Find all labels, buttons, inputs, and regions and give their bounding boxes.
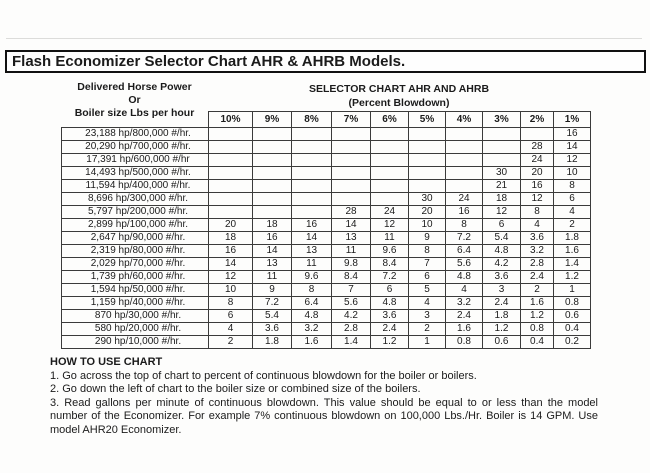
gpm-value-cell [292,167,332,180]
gpm-value-cell: 1 [409,336,446,349]
gpm-value-cell: 1.8 [554,232,591,245]
gpm-value-cell: 6 [409,271,446,284]
gpm-value-cell: 6 [483,219,521,232]
gpm-value-cell: 9.6 [371,245,409,258]
gpm-value-cell: 0.4 [554,323,591,336]
gpm-value-cell: 2 [409,323,446,336]
gpm-value-cell: 2.8 [521,258,554,271]
gpm-value-cell: 13 [292,245,332,258]
gpm-value-cell: 14 [209,258,253,271]
gpm-value-cell [521,128,554,141]
gpm-value-cell: 16 [446,206,483,219]
gpm-value-cell: 0.6 [483,336,521,349]
gpm-value-cell: 7.2 [446,232,483,245]
gpm-value-cell: 14 [554,141,591,154]
gpm-value-cell: 4 [409,297,446,310]
gpm-value-cell: 13 [332,232,371,245]
boiler-size-label: 2,029 hp/70,000 #/hr. [62,258,209,271]
how-to-step-2: 2. Go down the left of chart to the boiler size or combined size of the boilers. [50,383,421,395]
boiler-size-label: 870 hp/30,000 #/hr. [62,310,209,323]
gpm-value-cell: 4.2 [483,258,521,271]
gpm-value-cell: 6 [554,193,591,206]
gpm-value-cell: 0.6 [554,310,591,323]
gpm-value-cell: 2 [209,336,253,349]
gpm-value-cell: 1.4 [332,336,371,349]
boiler-size-label: 8,696 hp/300,000 #/hr. [62,193,209,206]
gpm-value-cell: 11 [332,245,371,258]
gpm-value-cell: 8.4 [332,271,371,284]
gpm-value-cell [483,128,521,141]
gpm-value-cell: 1.6 [521,297,554,310]
gpm-value-cell: 2.4 [446,310,483,323]
selector-chart-table [61,111,591,349]
percent-column-header: 4% [446,112,483,128]
boiler-size-label: 17,391 hp/600,000 #/hr [62,154,209,167]
gpm-value-cell: 3 [483,284,521,297]
gpm-value-cell [332,193,371,206]
page-title: Flash Economizer Selector Chart AHR & AHRB Models. [12,53,406,70]
gpm-value-cell: 0.8 [446,336,483,349]
gpm-value-cell: 6 [209,310,253,323]
gpm-value-cell: 7.2 [371,271,409,284]
gpm-value-cell: 4.8 [446,271,483,284]
gpm-value-cell: 30 [483,167,521,180]
gpm-value-cell: 9.8 [332,258,371,271]
gpm-value-cell [253,128,292,141]
gpm-value-cell: 10 [209,284,253,297]
percent-column-header: 9% [253,112,292,128]
gpm-value-cell: 18 [483,193,521,206]
gpm-value-cell [209,141,253,154]
gpm-value-cell: 21 [483,180,521,193]
gpm-value-cell [371,128,409,141]
gpm-value-cell: 28 [332,206,371,219]
gpm-value-cell [292,141,332,154]
gpm-value-cell: 7 [332,284,371,297]
gpm-value-cell: 8 [446,219,483,232]
gpm-value-cell: 6.4 [292,297,332,310]
gpm-value-cell [409,141,446,154]
boiler-size-label: 2,647 hp/90,000 #/hr. [62,232,209,245]
gpm-value-cell: 12 [371,219,409,232]
gpm-value-cell: 14 [253,245,292,258]
table-row [62,180,591,193]
gpm-value-cell [483,141,521,154]
gpm-value-cell: 3.6 [253,323,292,336]
table-corner-cell [62,112,209,128]
gpm-value-cell: 24 [521,154,554,167]
gpm-value-cell: 4 [521,219,554,232]
gpm-value-cell: 6 [371,284,409,297]
gpm-value-cell: 4.8 [483,245,521,258]
gpm-value-cell: 2 [521,284,554,297]
gpm-value-cell: 3.6 [371,310,409,323]
boiler-size-label: 290 hp/10,000 #/hr. [62,336,209,349]
gpm-value-cell: 30 [409,193,446,206]
gpm-value-cell [371,141,409,154]
boiler-size-label: 11,594 hp/400,000 #/hr. [62,180,209,193]
gpm-value-cell: 12 [554,154,591,167]
percent-column-header: 3% [483,112,521,128]
gpm-value-cell: 12 [209,271,253,284]
table-row [62,310,591,323]
gpm-value-cell: 5.4 [483,232,521,245]
gpm-value-cell: 8.4 [371,258,409,271]
percent-column-header: 2% [521,112,554,128]
boiler-size-label: 2,899 hp/100,000 #/hr. [62,219,209,232]
gpm-value-cell: 1.8 [483,310,521,323]
gpm-value-cell: 4 [554,206,591,219]
table-row [62,245,591,258]
gpm-value-cell: 7.2 [253,297,292,310]
gpm-value-cell: 1.8 [253,336,292,349]
gpm-value-cell [332,167,371,180]
table-row [62,258,591,271]
gpm-value-cell: 6.4 [446,245,483,258]
gpm-value-cell [209,180,253,193]
gpm-value-cell [253,167,292,180]
gpm-value-cell: 0.8 [521,323,554,336]
table-row [62,336,591,349]
gpm-value-cell: 2.4 [521,271,554,284]
gpm-value-cell [253,141,292,154]
gpm-value-cell: 18 [253,219,292,232]
gpm-value-cell [292,154,332,167]
gpm-value-cell: 16 [253,232,292,245]
table-row [62,284,591,297]
gpm-value-cell [371,193,409,206]
selector-table-body [62,128,591,349]
row-axis-header-line-2: Or [128,94,141,106]
percent-header-row [62,112,591,128]
gpm-value-cell: 1.2 [371,336,409,349]
gpm-value-cell: 3.6 [521,232,554,245]
gpm-value-cell [209,154,253,167]
gpm-value-cell: 4.2 [332,310,371,323]
boiler-size-label: 20,290 hp/700,000 #/hr. [62,141,209,154]
percent-column-header: 6% [371,112,409,128]
percent-column-header: 5% [409,112,446,128]
gpm-value-cell: 18 [209,232,253,245]
gpm-value-cell [209,206,253,219]
gpm-value-cell: 3.2 [292,323,332,336]
gpm-value-cell [292,193,332,206]
gpm-value-cell: 10 [409,219,446,232]
table-row [62,232,591,245]
gpm-value-cell: 4 [446,284,483,297]
gpm-value-cell: 11 [292,258,332,271]
gpm-value-cell: 20 [209,219,253,232]
gpm-value-cell: 8 [521,206,554,219]
gpm-value-cell: 16 [521,180,554,193]
gpm-value-cell: 5.6 [446,258,483,271]
table-row [62,154,591,167]
boiler-size-label: 1,739 ph/60,000 #/hr. [62,271,209,284]
gpm-value-cell: 4.8 [292,310,332,323]
selector-chart-header [208,82,590,110]
gpm-value-cell: 5.4 [253,310,292,323]
gpm-value-cell: 16 [554,128,591,141]
gpm-value-cell: 13 [253,258,292,271]
gpm-value-cell: 0.8 [554,297,591,310]
gpm-value-cell: 2.4 [371,323,409,336]
gpm-value-cell: 8 [292,284,332,297]
gpm-value-cell [371,167,409,180]
how-to-step-3: 3. Read gallons per minute of continuous blowdown. This value should be equal to or less than the model number of the Economizer. For example 7% continuous blowdown on 100,000 Lbs./Hr. Boiler is 14 GPM. Use model AHR20 Economizer. [50,396,598,436]
how-to-use-section [50,356,598,437]
gpm-value-cell: 14 [332,219,371,232]
gpm-value-cell [332,154,371,167]
gpm-value-cell: 9 [409,232,446,245]
row-axis-header-line-1: Delivered Horse Power [77,81,192,93]
gpm-value-cell [409,180,446,193]
gpm-value-cell: 1.6 [446,323,483,336]
gpm-value-cell [371,154,409,167]
percent-column-header: 8% [292,112,332,128]
boiler-size-label: 23,188 hp/800,000 #/hr. [62,128,209,141]
gpm-value-cell: 1 [554,284,591,297]
row-axis-header-line-3: Boiler size Lbs per hour [74,107,195,119]
gpm-value-cell: 28 [521,141,554,154]
how-to-step-1: 1. Go across the top of chart to percent of continuous blowdown for the boiler or boilers. [50,369,477,382]
gpm-value-cell [446,141,483,154]
table-row [62,323,591,336]
gpm-value-cell: 1.6 [554,245,591,258]
gpm-value-cell: 1.4 [554,258,591,271]
gpm-value-cell [446,180,483,193]
percent-column-header: 10% [209,112,253,128]
gpm-value-cell: 24 [371,206,409,219]
gpm-value-cell: 1.2 [521,310,554,323]
gpm-value-cell: 3.2 [446,297,483,310]
gpm-value-cell: 8 [409,245,446,258]
table-row [62,219,591,232]
gpm-value-cell [332,180,371,193]
gpm-value-cell: 12 [521,193,554,206]
boiler-size-label: 5,797 hp/200,000 #/hr. [62,206,209,219]
boiler-size-label: 580 hp/20,000 #/hr. [62,323,209,336]
gpm-value-cell: 14 [292,232,332,245]
gpm-value-cell [409,167,446,180]
gpm-value-cell: 20 [409,206,446,219]
gpm-value-cell: 4 [209,323,253,336]
gpm-value-cell: 2.8 [332,323,371,336]
table-row [62,167,591,180]
boiler-size-label: 1,159 hp/40,000 #/hr. [62,297,209,310]
gpm-value-cell [371,180,409,193]
percent-column-header: 7% [332,112,371,128]
gpm-value-cell [292,180,332,193]
gpm-value-cell: 5 [409,284,446,297]
gpm-value-cell: 0.4 [521,336,554,349]
selector-chart-header-line-1: SELECTOR CHART AHR AND AHRB [308,83,490,95]
gpm-value-cell: 5.6 [332,297,371,310]
gpm-value-cell: 3.6 [483,271,521,284]
gpm-value-cell: 24 [446,193,483,206]
table-row [62,128,591,141]
gpm-value-cell [409,128,446,141]
gpm-value-cell [446,167,483,180]
gpm-value-cell [253,154,292,167]
gpm-value-cell: 12 [483,206,521,219]
gpm-value-cell [253,180,292,193]
gpm-value-cell [209,193,253,206]
gpm-value-cell [446,154,483,167]
gpm-value-cell [253,206,292,219]
gpm-value-cell: 1.2 [554,271,591,284]
gpm-value-cell: 7 [409,258,446,271]
gpm-value-cell: 11 [253,271,292,284]
percent-column-header: 1% [554,112,591,128]
gpm-value-cell [483,154,521,167]
gpm-value-cell [292,128,332,141]
gpm-value-cell: 20 [521,167,554,180]
gpm-value-cell: 2.4 [483,297,521,310]
title-box [5,50,646,73]
boiler-size-label: 2,319 hp/80,000 #/hr. [62,245,209,258]
gpm-value-cell: 8 [209,297,253,310]
table-row [62,297,591,310]
gpm-value-cell [332,141,371,154]
gpm-value-cell [253,193,292,206]
gpm-value-cell: 16 [209,245,253,258]
gpm-value-cell: 9.6 [292,271,332,284]
gpm-value-cell: 3 [409,310,446,323]
selector-chart-header-line-2: (Percent Blowdown) [348,97,450,109]
boiler-size-label: 14,493 hp/500,000 #/hr. [62,167,209,180]
gpm-value-cell [209,167,253,180]
gpm-value-cell: 1.2 [483,323,521,336]
gpm-value-cell [209,128,253,141]
table-row [62,271,591,284]
boiler-size-label: 1,594 hp/50,000 #/hr. [62,284,209,297]
scan-artifact-line [6,38,642,39]
gpm-value-cell: 1.6 [292,336,332,349]
table-row [62,141,591,154]
gpm-value-cell: 9 [253,284,292,297]
gpm-value-cell [409,154,446,167]
table-row [62,206,591,219]
gpm-value-cell [292,206,332,219]
how-to-use-heading: HOW TO USE CHART [50,356,163,368]
gpm-value-cell: 2 [554,219,591,232]
gpm-value-cell: 11 [371,232,409,245]
gpm-value-cell: 8 [554,180,591,193]
table-row [62,193,591,206]
gpm-value-cell [446,128,483,141]
gpm-value-cell: 3.2 [521,245,554,258]
gpm-value-cell [332,128,371,141]
gpm-value-cell: 0.2 [554,336,591,349]
gpm-value-cell: 4.8 [371,297,409,310]
gpm-value-cell: 10 [554,167,591,180]
gpm-value-cell: 16 [292,219,332,232]
